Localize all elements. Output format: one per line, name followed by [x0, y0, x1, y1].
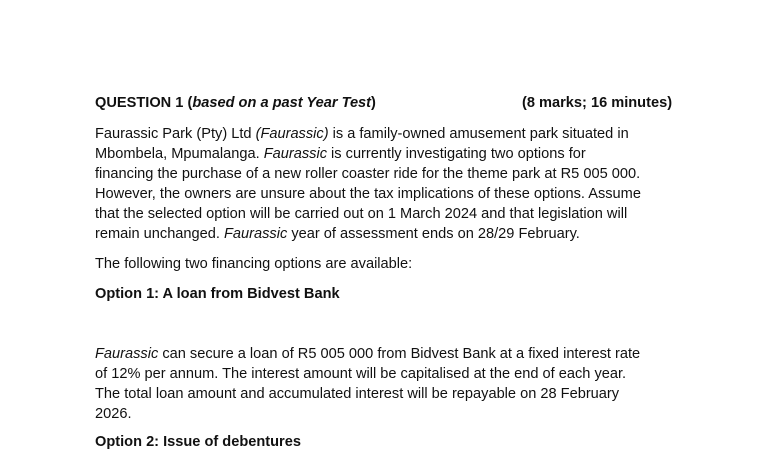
option1-line-4: 2026. [95, 406, 132, 422]
intro-line-4: However, the owners are unsure about the tax implications of these options. Assume [95, 186, 641, 202]
option1-line-2: of 12% per annum. The interest amount will be capitalised at the end of each year. [95, 366, 627, 382]
question-paren-open: ( [187, 95, 193, 111]
intro-paragraph [95, 124, 695, 244]
text: remain unchanged. [95, 226, 224, 242]
intro-line-5: that the selected option will be carried out on 1 March 2024 and that legislation will [95, 206, 628, 222]
text: is a family-owned amusement park situated in [328, 126, 629, 142]
intro-line-3: financing the purchase of a new roller coaster ride for the theme park at R5 005 000. [95, 166, 641, 182]
company-abbrev: Faurassic [95, 346, 159, 362]
question-marks: (8 marks; 16 minutes) [522, 95, 673, 111]
question-subtitle: based on a past Year Test [192, 95, 372, 111]
company-abbrev: (Faurassic) [255, 126, 329, 142]
text: Faurassic Park (Pty) Ltd [95, 126, 256, 142]
intro-line-1 [95, 124, 695, 144]
options-intro: The following two financing options are available: [95, 256, 413, 272]
document-page [95, 0, 695, 450]
option1-line-3: The total loan amount and accumulated interest will be repayable on 28 February [95, 386, 620, 402]
text: can secure a loan of R5 005 000 from Bidvest Bank at a fixed interest rate [158, 346, 641, 362]
text: is currently investigating two options for [327, 146, 586, 162]
intro-line-2 [95, 144, 695, 164]
text: Mbombela, Mpumalanga. [95, 146, 264, 162]
intro-line-6 [95, 224, 695, 244]
question-heading [95, 95, 685, 112]
company-abbrev: Faurassic [224, 226, 288, 242]
option1-paragraph [95, 344, 695, 424]
company-abbrev: Faurassic [263, 146, 327, 162]
option1-heading: Option 1: A loan from Bidvest Bank [95, 286, 340, 302]
question-title: QUESTION 1 [95, 95, 184, 111]
text: year of assessment ends on 28/29 February. [287, 226, 580, 242]
question-paren-close: ) [371, 95, 376, 111]
option2-heading: Option 2: Issue of debentures [95, 434, 301, 450]
option1-line-1 [95, 344, 695, 364]
